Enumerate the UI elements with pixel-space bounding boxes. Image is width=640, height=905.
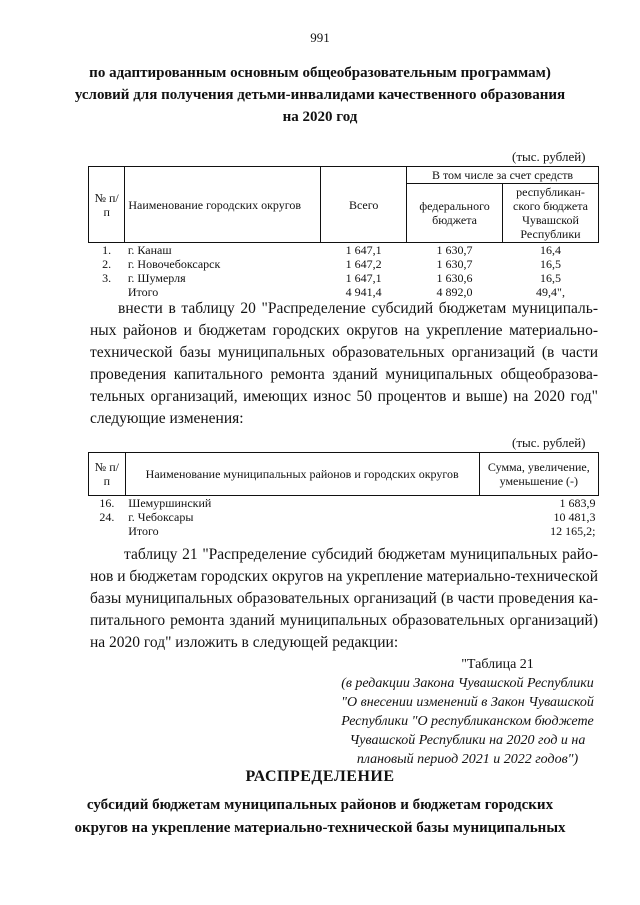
table-table20-changes [88, 452, 599, 538]
table-row [89, 271, 599, 285]
table21-note-line: "О внесении изменений в Закон Чувашской [341, 695, 594, 710]
cell-name: Итого [128, 524, 159, 538]
table-row [89, 257, 599, 271]
table-row [89, 496, 599, 511]
section-subtitle-line: округов на укрепление материально-технической базы муниципальных [74, 820, 566, 836]
paragraph-line: внести в таблицу 20 "Распределение субсидий бюджетам муниципаль- [118, 300, 598, 317]
cell-num [89, 524, 126, 538]
table-row [89, 510, 599, 524]
cell-num [89, 285, 125, 299]
cell-federal: 1 630,7 [436, 243, 473, 257]
paragraph-table21-intro [90, 544, 598, 654]
paragraph-table20-changes [90, 298, 598, 430]
cell-total: 1 647,1 [345, 243, 382, 257]
cell-num: 16. [99, 496, 115, 510]
col-header-republic: республикан-ского бюджета Чувашской Республики [503, 184, 599, 243]
cell-name: Шемуршинский [128, 496, 212, 510]
cell-federal: 1 630,7 [436, 257, 473, 271]
col-header-group: В том числе за счет средств [407, 167, 599, 184]
header-heading-line: по адаптированным основным общеобразовательным программам) [89, 65, 551, 81]
table21-note-line: (в редакции Закона Чувашской Республики [341, 676, 594, 691]
table-header-row [89, 453, 599, 496]
paragraph-line: тельных организаций, имеющих износ 50 процентов и выше) на 2020 год" [90, 388, 598, 405]
cell-name: г. Канаш [127, 243, 172, 257]
cell-sum: 12 165,2; [550, 524, 596, 538]
table1-unit: (тыс. рублей) [512, 149, 586, 164]
section-subtitle [70, 794, 570, 840]
page-number: 991 [310, 30, 330, 45]
cell-republic: 16,5 [540, 257, 561, 271]
cell-republic: 49,4", [536, 285, 565, 299]
cell-name: г. Новочебоксарск [127, 257, 221, 271]
header-heading-line: на 2020 год [282, 109, 358, 125]
cell-total: 4 941,4 [345, 285, 382, 299]
cell-name: Итого [127, 285, 159, 299]
cell-republic: 16,4 [540, 243, 561, 257]
col-header-num: № п/п [89, 167, 125, 243]
section-title: РАСПРЕДЕЛЕНИЕ [245, 768, 395, 785]
paragraph-line: базы муниципальных образовательных организаций (в части проведения ка- [90, 590, 598, 607]
cell-num: 24. [99, 510, 115, 524]
paragraph-line: технической базы муниципальных образовательных организаций (в части [90, 344, 598, 361]
table-subsidies-disabled-children [88, 166, 599, 299]
paragraph-line: проведения капитального ремонта зданий муниципальных общеобразова- [90, 366, 598, 383]
table2-unit: (тыс. рублей) [512, 435, 586, 450]
section-subtitle-line: субсидий бюджетам муниципальных районов и бюджетам городских [86, 797, 554, 813]
paragraph-line: нов и бюджетам городских округов на укрепление материально-технической [90, 568, 599, 585]
cell-name: г. Чебоксары [128, 510, 194, 524]
cell-sum: 10 481,3 [553, 510, 596, 524]
cell-sum: 1 683,9 [559, 496, 596, 510]
header-heading-line: условий для получения детьми-инвалидами качественного образования [74, 87, 566, 103]
cell-num: 1. [102, 243, 112, 257]
table-row-total [89, 524, 599, 538]
header-heading [70, 62, 570, 128]
col-header-num: № п/п [89, 453, 126, 496]
paragraph-line: на 2020 год" изложить в следующей редакции: [90, 634, 399, 651]
paragraph-line: следующие изменения: [90, 410, 244, 427]
col-header-name: Наименование муниципальных районов и городских округов [125, 453, 479, 496]
paragraph-line: питального ремонта зданий муниципальных образовательных организаций) [90, 612, 598, 629]
cell-num: 2. [102, 257, 112, 271]
cell-federal: 1 630,6 [436, 271, 473, 285]
table21-note-line: плановый период 2021 и 2022 годов") [356, 752, 579, 767]
table21-reference [330, 655, 605, 769]
table21-note-line: Чувашской Республики на 2020 год и на [349, 733, 586, 748]
cell-federal: 4 892,0 [436, 285, 473, 299]
col-header-total: Всего [321, 167, 407, 243]
col-header-name: Наименование городских округов [125, 167, 321, 243]
cell-num: 3. [102, 271, 112, 285]
paragraph-line: таблицу 21 "Распределение субсидий бюджетам муниципальных райо- [124, 546, 598, 563]
col-header-sum: Сумма, увеличение, уменьшение (-) [479, 453, 598, 496]
cell-total: 1 647,2 [345, 257, 382, 271]
cell-total: 1 647,1 [345, 271, 382, 285]
paragraph-line: ных районов и бюджетам городских округов на укрепление материально- [90, 322, 598, 339]
cell-name: г. Шумерля [127, 271, 186, 285]
cell-republic: 16,5 [540, 271, 561, 285]
table-row [89, 243, 599, 258]
table-row-total [89, 285, 599, 299]
col-header-federal: федерального бюджета [407, 184, 503, 243]
table21-note-line: Республики "О республиканском бюджете [341, 714, 594, 729]
table-header-row [89, 167, 599, 184]
table21-label: "Таблица 21 [461, 657, 534, 672]
